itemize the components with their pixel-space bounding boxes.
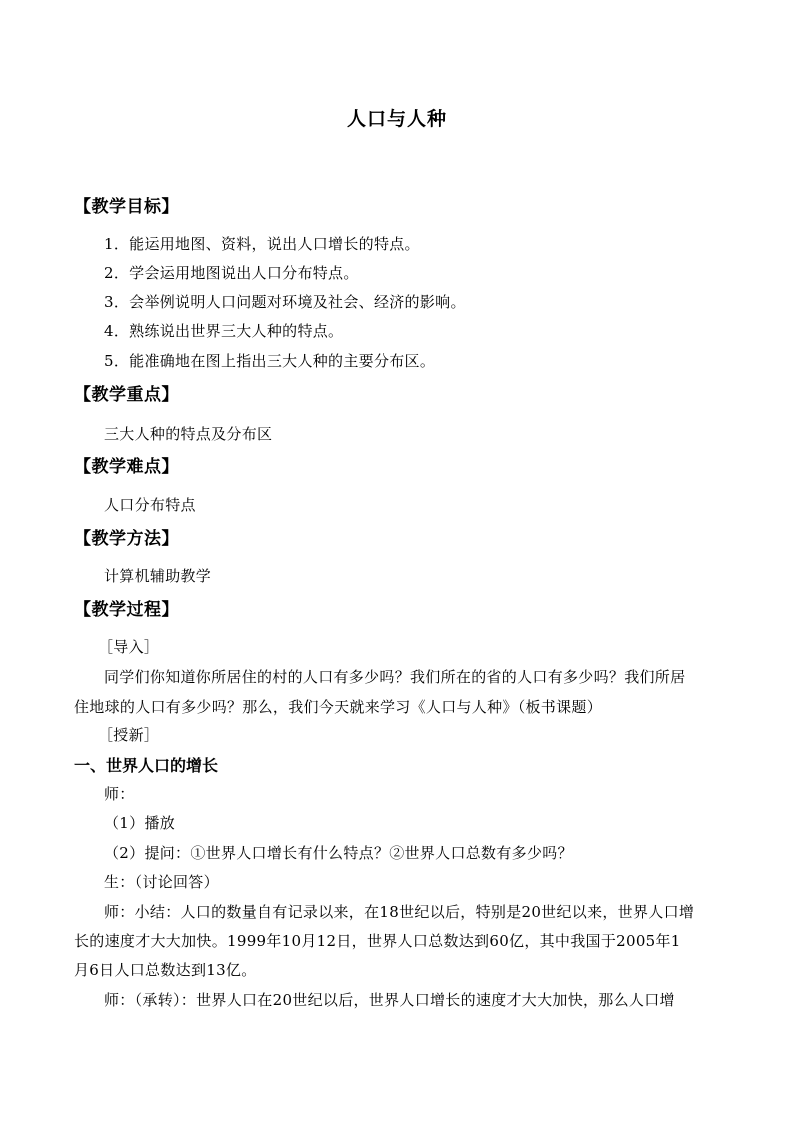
- difficulties-heading: 【教学难点】: [74, 457, 179, 477]
- new-lesson-label: ［授新］: [98, 726, 160, 744]
- step-2: （2）提问：①世界人口增长有什么特点？②世界人口总数有多少吗？: [104, 844, 573, 862]
- objective-item-3: 3．会举例说明人口问题对环境及社会、经济的影响。: [104, 293, 466, 311]
- intro-label: ［导入］: [98, 638, 160, 656]
- teacher-label: 师：: [104, 785, 135, 803]
- objective-item-4: 4．熟练说出世界三大人种的特点。: [104, 322, 344, 340]
- key-points-heading: 【教学重点】: [74, 385, 179, 405]
- methods-text: 计算机辅助教学: [104, 567, 212, 585]
- objective-item-2: 2．学会运用地图说出人口分布特点。: [104, 264, 359, 282]
- key-points-text: 三大人种的特点及分布区: [104, 425, 273, 443]
- summary-line-3: 月6日人口总数达到13亿。: [74, 961, 257, 979]
- summary-line-2: 长的速度才大大加快。1999年10月12日，世界人口总数达到60亿，其中我国于2005年1: [74, 932, 681, 950]
- objective-item-5: 5．能准确地在图上指出三大人种的主要分布区。: [104, 352, 436, 370]
- intro-paragraph-line-2: 住地球的人口有多少吗？那么，我们今天就来学习《人口与人种》（板书课题）: [74, 698, 603, 716]
- student-label: 生：（讨论回答）: [104, 873, 219, 891]
- step-1: （1）播放: [104, 814, 176, 832]
- intro-paragraph-line-1: 同学们你知道你所居住的村的人口有多少吗？我们所在的省的人口有多少吗？我们所居: [104, 668, 686, 686]
- objective-item-1: 1．能运用地图、资料，说出人口增长的特点。: [104, 235, 420, 253]
- transition-line-1: 师：（承转）：世界人口在20世纪以后，世界人口增长的速度才大大加快，那么人口增: [104, 991, 675, 1009]
- process-heading: 【教学过程】: [74, 600, 179, 620]
- difficulties-text: 人口分布特点: [104, 496, 196, 514]
- document-title: 人口与人种: [346, 108, 447, 130]
- section-1-title: 一、世界人口的增长: [74, 756, 219, 775]
- methods-heading: 【教学方法】: [74, 529, 179, 549]
- objectives-heading: 【教学目标】: [74, 197, 179, 217]
- summary-line-1: 师：小结：人口的数量自有记录以来，在18世纪以后，特别是20世纪以来，世界人口增: [104, 903, 695, 921]
